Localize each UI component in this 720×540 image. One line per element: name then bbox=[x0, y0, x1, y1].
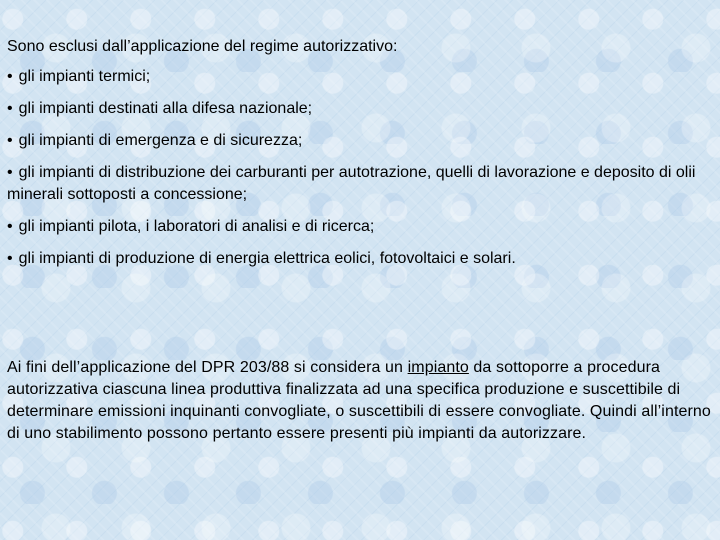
list-item-text: gli impianti termici; bbox=[18, 68, 151, 85]
bullet-icon: • bbox=[7, 68, 13, 85]
list-item bbox=[7, 248, 713, 270]
bullet-icon: • bbox=[7, 164, 13, 181]
exclusions-list bbox=[7, 66, 713, 280]
list-item-text: gli impianti pilota, i laboratori di analisi e di ricerca; bbox=[18, 218, 375, 235]
list-item bbox=[7, 130, 713, 152]
bullet-icon: • bbox=[7, 132, 13, 149]
list-item bbox=[7, 66, 713, 88]
list-item bbox=[7, 216, 713, 238]
intro-text: Sono esclusi dall’applicazione del regime autorizzativo: bbox=[7, 38, 398, 55]
bullet-icon: • bbox=[7, 218, 13, 235]
definition-text-before: Ai fini dell’applicazione del DPR 203/88 si considera un bbox=[7, 359, 408, 376]
list-item bbox=[7, 98, 713, 120]
definition-paragraph bbox=[7, 357, 713, 445]
definition-term: impianto bbox=[407, 359, 469, 376]
list-item-text: gli impianti destinati alla difesa nazionale; bbox=[18, 100, 313, 117]
list-item-text: gli impianti di emergenza e di sicurezza; bbox=[18, 132, 303, 149]
list-item-text: gli impianti di produzione di energia elettrica eolici, fotovoltaici e solari. bbox=[18, 250, 516, 267]
bullet-icon: • bbox=[7, 250, 13, 267]
list-item-text: gli impianti di distribuzione dei carburanti per autotrazione, quelli di lavorazione e deposito di olii minerali sottoposti a concessione; bbox=[7, 164, 696, 203]
list-item bbox=[7, 162, 713, 206]
bullet-icon: • bbox=[7, 100, 13, 117]
definition-text-after: da sottoporre a procedura autorizzativa ciascuna linea produttiva finalizzata ad una specifica produzione e suscettibile di determinare emissioni inquinanti convogliate, o suscettibili di essere convogliate. Quindi all’interno di uno stabilimento possono pertanto essere presenti più impianti da autorizzare. bbox=[7, 359, 711, 442]
